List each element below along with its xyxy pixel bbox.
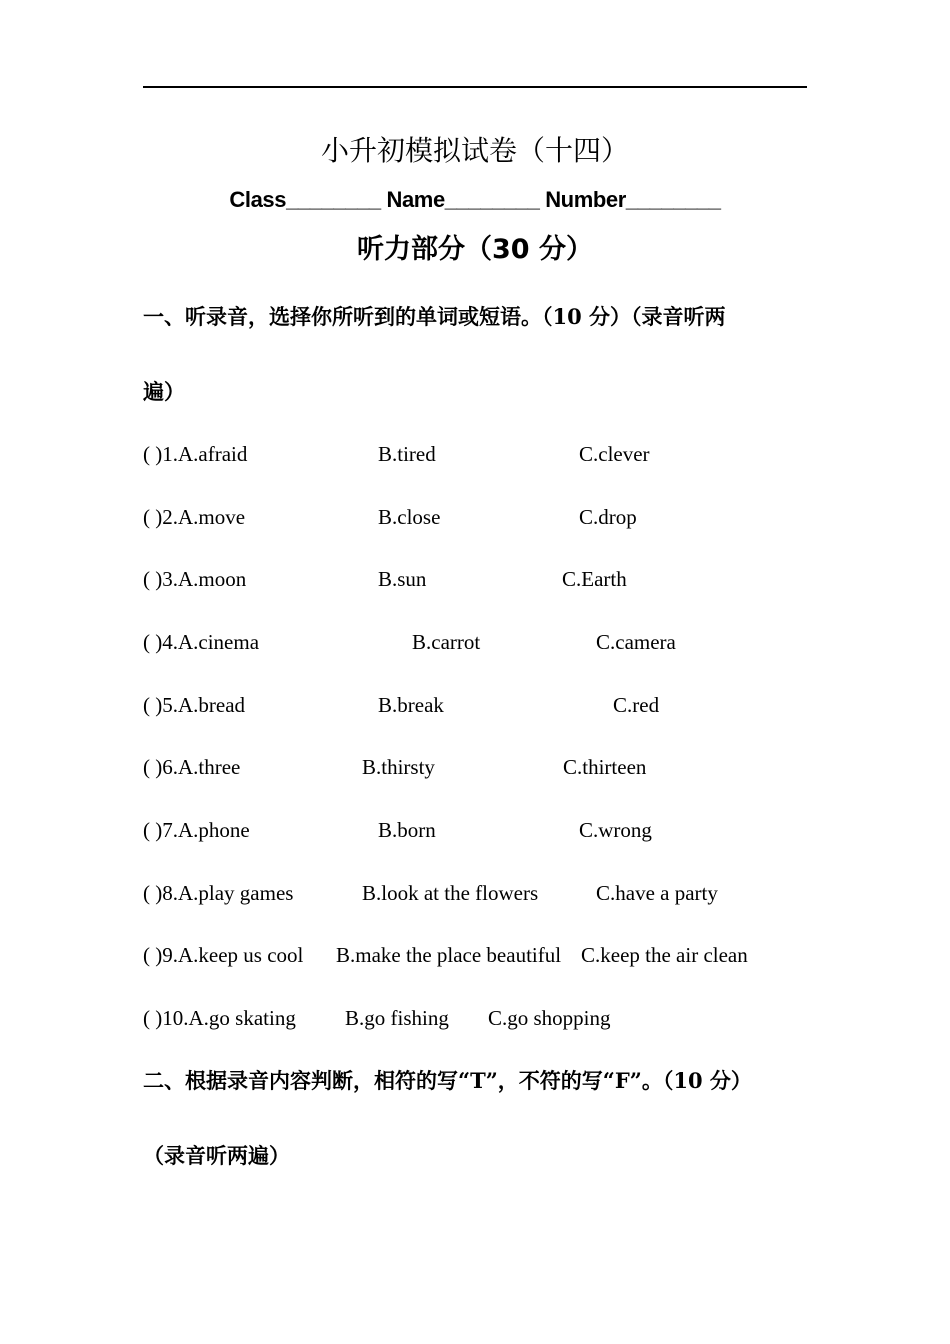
question-row bbox=[143, 939, 823, 971]
question-option-a: ( )2.A.move bbox=[143, 505, 246, 529]
question-option-b: B.look at the flowers bbox=[362, 881, 539, 905]
question-row bbox=[143, 1002, 823, 1034]
question-option-c: C.Earth bbox=[562, 567, 627, 591]
question-option-c: C.have a party bbox=[596, 881, 718, 905]
question-row bbox=[143, 501, 823, 533]
question-row bbox=[143, 814, 823, 846]
page-title: 小升初模拟试卷（十四） bbox=[320, 134, 629, 167]
question-option-b: B.break bbox=[378, 693, 444, 717]
question-option-b: B.close bbox=[378, 505, 441, 529]
question-row bbox=[143, 563, 823, 595]
header-rule bbox=[143, 86, 807, 88]
question-option-a: ( )3.A.moon bbox=[143, 567, 247, 591]
question-option-a: ( )5.A.bread bbox=[143, 693, 246, 717]
question-row bbox=[143, 438, 823, 470]
section1-heading: 一、听录音，选择你所听到的单词或短语。（10 分）（录音听两 bbox=[143, 304, 726, 329]
question-option-a: ( )7.A.phone bbox=[143, 818, 250, 842]
question-option-b: B.thirsty bbox=[362, 755, 435, 779]
question-option-a: ( )6.A.three bbox=[143, 755, 241, 779]
question-row bbox=[143, 877, 823, 909]
section2-heading: 二、根据录音内容判断，相符的写“T”，不符的写“F”。（10 分） bbox=[143, 1068, 752, 1093]
question-option-c: C.wrong bbox=[579, 818, 652, 842]
question-row bbox=[143, 626, 823, 658]
question-option-b: B.make the place beautiful bbox=[336, 943, 562, 967]
question-option-a: ( )9.A.keep us cool bbox=[143, 943, 304, 967]
question-option-c: C.go shopping bbox=[488, 1006, 611, 1030]
question-option-b: B.carrot bbox=[412, 630, 481, 654]
student-info-line: Class________ Name________ Number________ bbox=[229, 187, 721, 212]
question-option-c: C.camera bbox=[596, 630, 676, 654]
question-option-a: ( )10.A.go skating bbox=[143, 1006, 296, 1030]
question-option-a: ( )4.A.cinema bbox=[143, 630, 260, 654]
section1-heading-cont: 遍） bbox=[143, 379, 185, 404]
question-option-a: ( )8.A.play games bbox=[143, 881, 294, 905]
question-option-b: B.go fishing bbox=[345, 1006, 449, 1030]
section-subtitle: 听力部分（30 分） bbox=[357, 234, 593, 265]
question-option-b: B.tired bbox=[378, 442, 436, 466]
section2-heading-cont: （录音听两遍） bbox=[143, 1143, 290, 1168]
question-option-b: B.born bbox=[378, 818, 436, 842]
question-option-c: C.clever bbox=[579, 442, 650, 466]
question-option-b: B.sun bbox=[378, 567, 427, 591]
question-option-c: C.keep the air clean bbox=[581, 943, 748, 967]
question-option-c: C.red bbox=[613, 693, 660, 717]
question-row bbox=[143, 689, 823, 721]
question-option-c: C.thirteen bbox=[563, 755, 647, 779]
question-row bbox=[143, 751, 823, 783]
question-option-a: ( )1.A.afraid bbox=[143, 442, 248, 466]
question-option-c: C.drop bbox=[579, 505, 637, 529]
